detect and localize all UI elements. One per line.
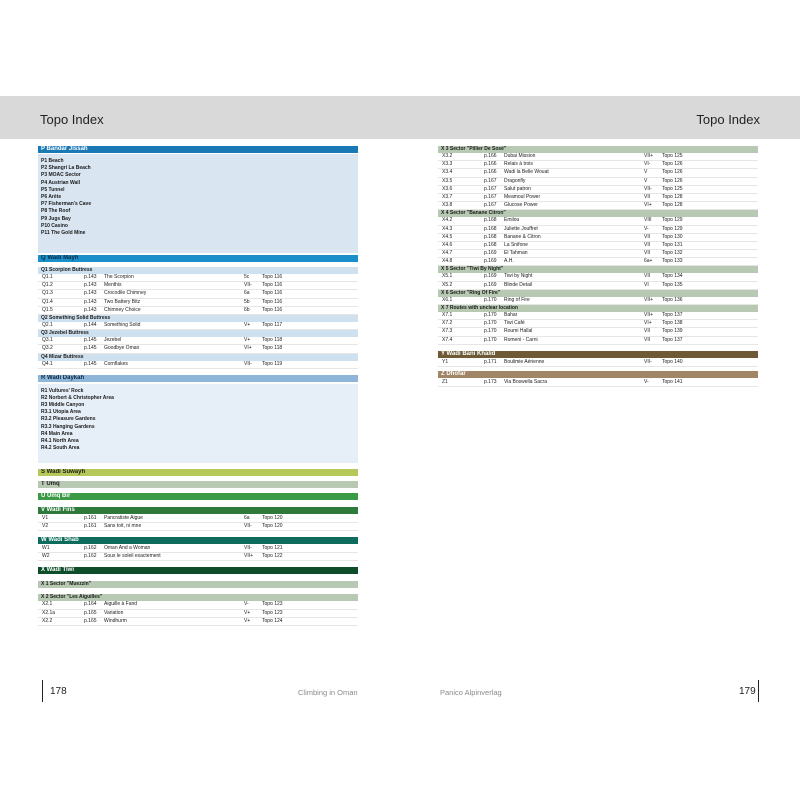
route-page: p.145 bbox=[84, 337, 97, 344]
route-topo: Topo 118 bbox=[262, 345, 283, 352]
route-topo: Topo 116 bbox=[262, 282, 283, 289]
sector-list-item: R2 Norbert & Christopher Area bbox=[41, 394, 114, 401]
route-name: Sous le soleil exactement bbox=[104, 553, 161, 560]
route-page: p.167 bbox=[484, 177, 497, 184]
route-grade: 6a bbox=[244, 290, 250, 297]
route-page: p.171 bbox=[484, 358, 497, 365]
route-grade: VII+ bbox=[244, 553, 254, 560]
route-row bbox=[38, 523, 358, 531]
route-topo: Topo 116 bbox=[262, 298, 283, 305]
route-name: Jezebel bbox=[104, 337, 122, 344]
route-row bbox=[38, 290, 358, 298]
route-row bbox=[38, 282, 358, 290]
section-r-header: R Wadi Daykah bbox=[38, 375, 358, 382]
route-page: p.167 bbox=[484, 202, 497, 209]
route-name: Something Solid bbox=[104, 321, 141, 328]
footer-book-title: Climbing in Oman bbox=[298, 688, 358, 697]
route-grade: VII- bbox=[644, 358, 652, 365]
route-name: Tiwi by Night bbox=[504, 273, 533, 280]
route-topo: Topo 121 bbox=[262, 545, 283, 552]
sector-list-item: R3 Middle Canyon bbox=[41, 402, 85, 409]
route-page: p.169 bbox=[484, 250, 497, 257]
route-grade: VII bbox=[644, 193, 651, 200]
sector-list-item: R4.2 South Area bbox=[41, 445, 80, 452]
sector-list-item: P4 Austrian Wall bbox=[41, 179, 81, 186]
route-grade: VII+ bbox=[644, 296, 654, 303]
route-grade: VIII bbox=[644, 217, 652, 224]
route-name: Aiguille à Fand bbox=[104, 601, 138, 608]
page-number-left: 178 bbox=[50, 686, 67, 697]
route-page: p.169 bbox=[484, 281, 497, 288]
route-grade: V bbox=[644, 169, 648, 176]
route-name: Tiwi Café bbox=[504, 320, 525, 327]
route-name: Roumi Hallal bbox=[504, 328, 533, 335]
route-page: p.168 bbox=[484, 241, 497, 248]
route-grade: VII- bbox=[244, 522, 252, 529]
route-grade: VII bbox=[644, 336, 651, 343]
route-grade: VI+ bbox=[244, 345, 252, 352]
route-topo: Topo 126 bbox=[662, 161, 683, 168]
section-z-body bbox=[438, 379, 758, 387]
route-page: p.169 bbox=[484, 273, 497, 280]
section-x4-header: X 4 Sector "Banane Citron" bbox=[438, 210, 758, 217]
route-id: X7.3 bbox=[442, 328, 453, 335]
route-topo: Topo 126 bbox=[662, 177, 683, 184]
section-x5-body bbox=[438, 273, 758, 289]
route-name: Menthis bbox=[104, 282, 122, 289]
route-topo: Topo 120 bbox=[262, 514, 283, 521]
route-id: Q3.1 bbox=[42, 337, 53, 344]
route-name: Dubai Mission bbox=[504, 153, 536, 159]
buttress-header: Q4 Mizar Buttress bbox=[38, 354, 358, 361]
buttress-header: Q2 Something Solid Buttress bbox=[38, 315, 358, 322]
route-grade: 6a+ bbox=[644, 258, 653, 265]
route-page: p.168 bbox=[484, 233, 497, 240]
route-name: Two Battery Bitz bbox=[104, 298, 141, 305]
route-grade: 6a bbox=[244, 514, 250, 521]
route-row bbox=[438, 312, 758, 320]
route-row bbox=[438, 178, 758, 186]
route-grade: VII- bbox=[244, 282, 252, 289]
route-row bbox=[38, 322, 358, 330]
route-page: p.168 bbox=[484, 217, 497, 224]
route-row bbox=[438, 273, 758, 281]
route-row bbox=[438, 234, 758, 242]
route-row bbox=[38, 610, 358, 618]
route-name: Ring of Fire bbox=[504, 296, 530, 303]
section-y-body bbox=[438, 359, 758, 367]
footer-publisher: Panico Alpinverlag bbox=[440, 688, 502, 697]
route-name: Variation bbox=[104, 609, 124, 616]
route-topo: Topo 128 bbox=[662, 202, 683, 209]
section-x6-body bbox=[438, 297, 758, 305]
route-id: X5.1 bbox=[442, 273, 453, 280]
route-page: p.164 bbox=[84, 601, 97, 608]
route-id: X4.8 bbox=[442, 258, 453, 265]
route-id: X3.6 bbox=[442, 185, 453, 192]
route-id: X3.8 bbox=[442, 202, 453, 209]
route-grade: V+ bbox=[244, 337, 251, 344]
route-name: Via Boswella Sacra bbox=[504, 378, 547, 385]
route-topo: Topo 119 bbox=[262, 360, 283, 367]
route-name: Juliette Jouffret bbox=[504, 225, 538, 232]
route-page: p.168 bbox=[484, 225, 497, 232]
sector-list-item: P1 Beach bbox=[41, 158, 64, 164]
route-name: Meamoul Power bbox=[504, 193, 541, 200]
sector-list-item: R3.1 Utopia Area bbox=[41, 409, 81, 416]
route-grade: 5b bbox=[244, 298, 250, 305]
route-grade: VI+ bbox=[644, 202, 652, 209]
route-name: Crocodile Chimney bbox=[104, 290, 147, 297]
route-page: p.170 bbox=[484, 320, 497, 327]
route-page: p.167 bbox=[484, 193, 497, 200]
route-row bbox=[438, 379, 758, 387]
section-u-header: U Umq Bir bbox=[38, 493, 358, 500]
route-id: Q4.1 bbox=[42, 360, 53, 367]
route-name: Goodbye Oman bbox=[104, 345, 140, 352]
route-topo: Topo 123 bbox=[262, 609, 283, 616]
route-id: W1 bbox=[42, 545, 50, 552]
route-topo: Topo 139 bbox=[662, 328, 683, 335]
footer-rule-right bbox=[758, 680, 759, 702]
route-topo: Topo 131 bbox=[662, 241, 683, 248]
route-topo: Topo 129 bbox=[662, 225, 683, 232]
route-id: X7.4 bbox=[442, 336, 453, 343]
route-page: p.166 bbox=[484, 169, 497, 176]
route-grade: VII bbox=[644, 241, 651, 248]
header-band bbox=[0, 96, 800, 139]
route-page: p.144 bbox=[84, 321, 97, 328]
route-topo: Topo 123 bbox=[262, 601, 283, 608]
route-row bbox=[438, 282, 758, 290]
section-p-list bbox=[38, 154, 358, 253]
route-grade: V bbox=[644, 177, 648, 184]
route-name: Banane & Citron bbox=[504, 233, 541, 240]
route-name: Pancratiste Aigue bbox=[104, 514, 143, 521]
route-row bbox=[38, 515, 358, 523]
route-name: Bahar bbox=[504, 312, 518, 318]
route-name: Relais à trois bbox=[504, 161, 533, 168]
route-grade: VII- bbox=[244, 360, 252, 367]
route-grade: V+ bbox=[244, 321, 251, 328]
route-row bbox=[438, 328, 758, 336]
section-v-body bbox=[38, 515, 358, 531]
section-s-header: S Wadi Suwayh bbox=[38, 469, 358, 476]
route-id: W2 bbox=[42, 553, 50, 560]
route-grade: VI bbox=[644, 281, 649, 288]
route-page: p.165 bbox=[84, 609, 97, 616]
route-page: p.162 bbox=[84, 553, 97, 560]
section-x-header: X Wadi Tiwi bbox=[38, 567, 358, 574]
route-id: Q1.2 bbox=[42, 282, 53, 289]
section-x3-header: X 3 Sector "Pillier De Sosé" bbox=[438, 146, 758, 153]
route-id: X3.4 bbox=[442, 169, 453, 176]
route-page: p.166 bbox=[484, 161, 497, 168]
route-name: Dragonfly bbox=[504, 177, 526, 184]
sector-list-item: R3.3 Hanging Gardens bbox=[41, 423, 95, 430]
route-row bbox=[438, 169, 758, 177]
section-x3-body bbox=[438, 153, 758, 210]
sector-list-item: P6 Arête bbox=[41, 193, 62, 200]
section-x1-header: X 1 Sector "Muezzin" bbox=[38, 581, 358, 588]
route-grade: VII bbox=[644, 328, 651, 335]
route-row bbox=[438, 242, 758, 250]
sector-list-item: R3.2 Pleasure Gardens bbox=[41, 416, 96, 423]
route-row bbox=[38, 361, 358, 369]
route-id: Q2.1 bbox=[42, 321, 53, 328]
route-page: p.162 bbox=[84, 545, 97, 552]
route-topo: Topo 135 bbox=[662, 281, 683, 288]
route-name: La Snifone bbox=[504, 241, 528, 248]
route-page: p.165 bbox=[84, 617, 97, 624]
route-row bbox=[38, 618, 358, 626]
route-id: Q3.2 bbox=[42, 345, 53, 352]
section-x2-body bbox=[38, 601, 358, 626]
route-topo: Topo 133 bbox=[662, 258, 683, 265]
route-page: p.143 bbox=[84, 282, 97, 289]
route-name: A.H. bbox=[504, 258, 514, 265]
route-page: p.161 bbox=[84, 522, 97, 529]
section-x7-body bbox=[438, 312, 758, 345]
route-grade: V- bbox=[644, 225, 649, 232]
route-row bbox=[438, 337, 758, 345]
route-name: Chimney Choice bbox=[104, 306, 141, 313]
route-name: Cornflakes bbox=[104, 360, 128, 367]
route-topo: Topo 136 bbox=[662, 296, 683, 303]
section-x5-header: X 5 Sector "Tiwi By Night" bbox=[438, 266, 758, 273]
route-topo: Topo 117 bbox=[262, 321, 283, 328]
route-topo: Topo 132 bbox=[662, 250, 683, 257]
route-topo: Topo 129 bbox=[662, 217, 683, 224]
right-column bbox=[438, 146, 758, 387]
page-title-left: Topo Index bbox=[40, 112, 104, 127]
route-grade: VII+ bbox=[644, 153, 654, 159]
buttress-header: Q3 Jezebel Buttress bbox=[38, 330, 358, 337]
route-grade: VII- bbox=[644, 185, 652, 192]
route-name: Salut patron bbox=[504, 185, 531, 192]
route-page: p.170 bbox=[484, 328, 497, 335]
route-row bbox=[38, 545, 358, 553]
route-id: Q1.5 bbox=[42, 306, 53, 313]
route-grade: VII bbox=[644, 273, 651, 280]
route-topo: Topo 134 bbox=[662, 273, 683, 280]
route-topo: Topo 140 bbox=[662, 358, 683, 365]
route-row bbox=[438, 297, 758, 305]
route-topo: Topo 137 bbox=[662, 312, 683, 318]
route-row bbox=[38, 274, 358, 282]
route-row bbox=[438, 359, 758, 367]
section-w-body bbox=[38, 545, 358, 561]
route-topo: Topo 120 bbox=[262, 522, 283, 529]
sector-list-item: P11 The Gold Mine bbox=[41, 229, 86, 236]
route-id: V2 bbox=[42, 522, 49, 529]
section-q-body bbox=[38, 267, 358, 369]
route-grade: VII- bbox=[244, 545, 252, 552]
route-id: X3.7 bbox=[442, 193, 453, 200]
route-page: p.167 bbox=[484, 185, 497, 192]
route-topo: Topo 128 bbox=[662, 193, 683, 200]
route-id: X6.1 bbox=[442, 296, 453, 303]
route-id: Q1.1 bbox=[42, 274, 53, 280]
sector-list-item: P10 Casino bbox=[41, 222, 68, 229]
route-page: p.143 bbox=[84, 298, 97, 305]
route-name: Sans toit, ni mne bbox=[104, 522, 142, 529]
route-name: Romeni - Carni bbox=[504, 336, 538, 343]
route-page: p.161 bbox=[84, 514, 97, 521]
route-row bbox=[438, 186, 758, 194]
route-id: X4.3 bbox=[442, 225, 453, 232]
route-id: Z1 bbox=[442, 378, 448, 385]
route-id: X3.2 bbox=[442, 153, 453, 159]
route-name: The Scorpion bbox=[104, 274, 134, 280]
route-name: Wadi la Belle Wouat bbox=[504, 169, 549, 176]
route-row bbox=[38, 299, 358, 307]
route-page: p.170 bbox=[484, 336, 497, 343]
route-id: Q1.4 bbox=[42, 298, 53, 305]
route-id: X4.7 bbox=[442, 250, 453, 257]
route-row bbox=[38, 553, 358, 561]
route-topo: Topo 124 bbox=[262, 617, 283, 624]
section-w-header: W Wadi Shab bbox=[38, 537, 358, 544]
route-id: Q1.3 bbox=[42, 290, 53, 297]
route-row bbox=[38, 307, 358, 315]
route-id: V1 bbox=[42, 514, 49, 521]
route-grade: V- bbox=[244, 601, 249, 608]
sector-list-item: P3 MOAC Sector bbox=[41, 172, 81, 179]
route-topo: Topo 116 bbox=[262, 290, 283, 297]
route-id: X7.2 bbox=[442, 320, 453, 327]
section-y-header: Y Wadi Bani Khalid bbox=[438, 351, 758, 358]
route-grade: VII+ bbox=[644, 312, 654, 318]
sector-list-item: P5 Tunnel bbox=[41, 186, 65, 193]
sector-list-item: P7 Fisherman's Cave bbox=[41, 201, 92, 208]
route-row bbox=[438, 217, 758, 225]
section-p-header: P Bandar Jissah bbox=[38, 146, 358, 153]
route-row bbox=[38, 601, 358, 609]
sector-list-item: P8 The Roof bbox=[41, 208, 71, 215]
page-title-right: Topo Index bbox=[696, 112, 760, 127]
route-page: p.143 bbox=[84, 274, 97, 280]
section-x7-header: X 7 Routes with unclear location bbox=[438, 305, 758, 312]
route-id: X3.5 bbox=[442, 177, 453, 184]
route-row bbox=[438, 226, 758, 234]
route-id: X5.2 bbox=[442, 281, 453, 288]
route-id: X2.1a bbox=[42, 609, 56, 616]
page-number-right: 179 bbox=[739, 686, 756, 697]
left-column bbox=[38, 146, 358, 626]
route-name: Blinde Detail bbox=[504, 281, 533, 288]
route-id: X4.5 bbox=[442, 233, 453, 240]
route-topo: Topo 116 bbox=[262, 306, 283, 313]
route-page: p.143 bbox=[84, 306, 97, 313]
route-id: X4.6 bbox=[442, 241, 453, 248]
route-row bbox=[438, 320, 758, 328]
route-page: p.173 bbox=[484, 378, 497, 385]
route-topo: Topo 125 bbox=[662, 185, 683, 192]
route-page: p.170 bbox=[484, 296, 497, 303]
section-t-header: T Umq bbox=[38, 481, 358, 488]
section-z-header: Z Dhofar bbox=[438, 371, 758, 378]
section-x4-body bbox=[438, 217, 758, 266]
route-topo: Topo 118 bbox=[262, 337, 283, 344]
route-row bbox=[38, 345, 358, 353]
route-page: p.145 bbox=[84, 345, 97, 352]
route-topo: Topo 141 bbox=[662, 378, 683, 385]
route-grade: V+ bbox=[244, 609, 251, 616]
route-page: p.143 bbox=[84, 290, 97, 297]
route-page: p.170 bbox=[484, 312, 497, 318]
route-topo: Topo 130 bbox=[662, 233, 683, 240]
section-v-header: V Wadi Fins bbox=[38, 507, 358, 514]
sector-list-item: P2 Shangri La Beach bbox=[41, 165, 91, 172]
route-topo: Topo 137 bbox=[662, 336, 683, 343]
route-row bbox=[438, 250, 758, 258]
route-id: Y1 bbox=[442, 358, 449, 365]
route-row bbox=[438, 161, 758, 169]
route-page: p.169 bbox=[484, 258, 497, 265]
route-grade: VII bbox=[644, 233, 651, 240]
route-name: Oman And a Woman bbox=[104, 545, 151, 552]
route-name: El Tahman bbox=[504, 250, 528, 257]
route-name: Glucose Power bbox=[504, 202, 538, 209]
route-id: X4.2 bbox=[442, 217, 453, 224]
route-grade: V+ bbox=[244, 617, 251, 624]
route-topo: Topo 126 bbox=[662, 169, 683, 176]
route-id: X2.2 bbox=[42, 617, 53, 624]
route-row bbox=[38, 337, 358, 345]
route-topo: Topo 122 bbox=[262, 553, 283, 560]
route-row bbox=[438, 202, 758, 210]
sector-list-item: R4.1 North Area bbox=[41, 438, 79, 444]
route-page: p.145 bbox=[84, 360, 97, 367]
route-topo: Topo 138 bbox=[662, 320, 683, 327]
route-name: Boulimie Aérienne bbox=[504, 358, 545, 365]
route-page: p.166 bbox=[484, 153, 497, 159]
route-row bbox=[438, 258, 758, 266]
sector-list-item: R4 Main Area bbox=[41, 430, 73, 437]
sector-list-item: P9 Jugs Bay bbox=[41, 215, 71, 222]
footer-rule-left bbox=[42, 680, 43, 702]
route-grade: 5c bbox=[244, 274, 250, 280]
route-grade: V- bbox=[644, 378, 649, 385]
sector-list-item: R1 Vultures' Rock bbox=[41, 387, 84, 394]
route-row bbox=[438, 153, 758, 161]
route-name: Windhurm bbox=[104, 617, 127, 624]
section-x6-header: X 6 Sector "Ring Of Fire" bbox=[438, 290, 758, 297]
route-topo: Topo 116 bbox=[262, 274, 283, 280]
section-r-list bbox=[38, 384, 358, 463]
route-grade: 6b bbox=[244, 306, 250, 313]
route-id: X2.1 bbox=[42, 601, 53, 608]
route-id: X7.1 bbox=[442, 312, 453, 318]
route-row bbox=[438, 194, 758, 202]
route-id: X3.3 bbox=[442, 161, 453, 168]
route-grade: VI+ bbox=[644, 320, 652, 327]
route-grade: VII bbox=[644, 250, 651, 257]
section-q-header: Q Wadi Mayh bbox=[38, 255, 358, 262]
section-x2-header: X 2 Sector "Les Aiguilles" bbox=[38, 594, 358, 601]
buttress-header: Q1 Scorpion Buttress bbox=[38, 267, 358, 274]
route-name: Emilou bbox=[504, 217, 520, 224]
route-topo: Topo 125 bbox=[662, 153, 683, 159]
route-grade: VI- bbox=[644, 161, 651, 168]
